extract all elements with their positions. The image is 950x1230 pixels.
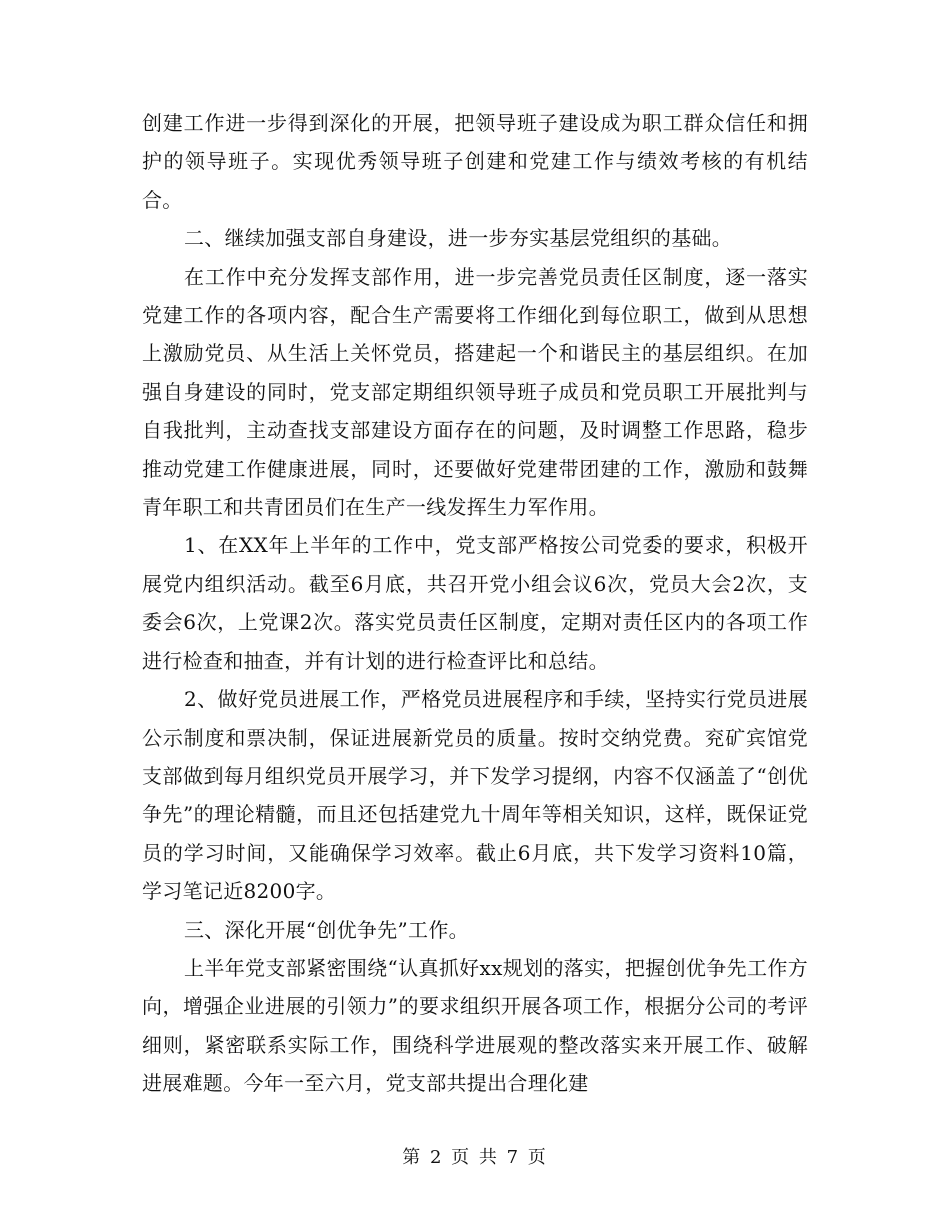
section-heading-2: 二、继续加强支部自身建设，进一步夯实基层党组织的基础。 — [184, 226, 733, 251]
paragraph-item-1: 1、在XX年上半年的工作中，党支部严格按公司党委的要求，积极开展党内组织活动。截至6月底，共召开党小组会议6次，党员大会2次，支委会6次，上党课2次。落实党员责任区制度，定期对责任区内的各项工作进行检查和抽查，并有计划的进行检查评比和总结。 — [142, 533, 808, 673]
document-body — [142, 104, 808, 1103]
paragraph-first-half-year: 上半年党支部紧密围绕“认真抓好xx规划的落实，把握创优争先工作方向，增强企业进展的引领力”的要求组织开展各项工作，根据分公司的考评细则，紧密联系实际工作，围绕科学进展观的整改落实来开展工作、破解进展难题。今年一至六月，党支部共提出合理化建 — [142, 955, 808, 1096]
paragraph-item-2: 2、做好党员进展工作，严格党员进展程序和手续，坚持实行党员进展公示制度和票决制，保证进展新党员的质量。按时交纳党费。兖矿宾馆党支部做到每月组织党员开展学习，并下发学习提纲，内容不仅涵盖了“创优争先”的理论精髓，而且还包括建党九十周年等相关知识，这样，既保证党员的学习时间，又能确保学习效率。截止6月底，共下发学习资料10篇，学习笔记近8200字。 — [142, 687, 808, 904]
page-footer: 第 2 页 共 7 页 — [402, 1147, 548, 1168]
section-heading-3: 三、深化开展“创优争先”工作。 — [184, 917, 469, 942]
paragraph-branch-role: 在工作中充分发挥支部作用，进一步完善党员责任区制度，逐一落实党建工作的各项内容，配合生产需要将工作细化到每位职工，做到从思想上激励党员、从生活上关怀党员，搭建起一个和谐民主的基层组织。在加强自身建设的同时，党支部定期组织领导班子成员和党员职工开展批判与自我批判，主动查找支部建设方面存在的问题，及时调整工作思路，稳步推动党建工作健康进展，同时，还要做好党建带团建的工作，激励和鼓舞青年职工和共青团员们在生产一线发挥生力军作用。 — [142, 264, 808, 520]
paragraph-continuation: 创建工作进一步得到深化的开展，把领导班子建设成为职工群众信任和拥护的领导班子。实现优秀领导班子创建和党建工作与绩效考核的有机结合。 — [142, 111, 808, 212]
